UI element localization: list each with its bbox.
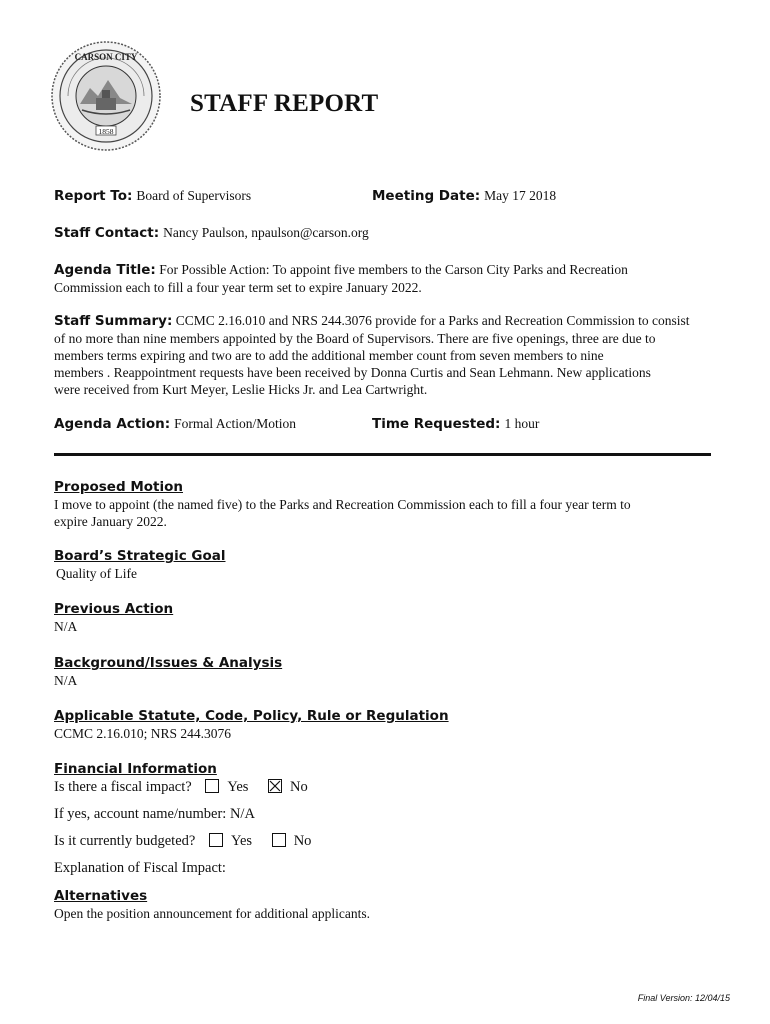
previous-action-heading: Previous Action [54, 601, 174, 617]
statute-section [54, 708, 719, 742]
agenda-action-label: Agenda Action: [54, 416, 171, 432]
agenda-title-line: For Possible Action: To appoint five members to the Carson City Parks and Recreation [159, 262, 628, 277]
staff-summary-label: Staff Summary: [54, 313, 173, 329]
report-to-value: Board of Supervisors [136, 188, 252, 203]
yes-label: Yes [230, 833, 253, 849]
background-heading: Background/Issues & Analysis [54, 655, 283, 671]
strategic-goal-text: Quality of Life [56, 566, 137, 581]
background-text: N/A [54, 673, 78, 688]
strategic-goal-section [54, 548, 719, 582]
staff-contact-value: Nancy Paulson, npaulson@carson.org [163, 225, 369, 240]
staff-summary-line: members . Reappointment requests have been received by Donna Curtis and Sean Lehmann. New applications [54, 365, 651, 380]
seal-year: 1858 [98, 127, 114, 136]
agenda-action-value: Formal Action/Motion [174, 416, 297, 431]
meeting-date-value: May 17 2018 [484, 188, 557, 203]
city-seal [50, 40, 162, 152]
financial-heading: Financial Information [54, 761, 217, 777]
staff-summary-block [54, 312, 719, 398]
agenda-title-line: Commission each to fill a four year term set to expire January 2022. [54, 280, 422, 295]
budgeted-yes-checkbox[interactable] [209, 833, 223, 847]
background-section [54, 655, 719, 689]
alternatives-heading: Alternatives [54, 888, 148, 904]
statute-text: CCMC 2.16.010; NRS 244.3076 [54, 726, 232, 741]
explanation-label: Explanation of Fiscal Impact: [54, 860, 226, 876]
agenda-title-block [54, 261, 719, 296]
budgeted-question: Is it currently budgeted? [54, 833, 196, 849]
time-requested-value: 1 hour [504, 416, 540, 431]
fiscal-impact-no-checkbox[interactable] [268, 779, 282, 793]
budgeted-no-checkbox[interactable] [272, 833, 286, 847]
no-label: No [293, 833, 312, 849]
divider [54, 453, 711, 456]
previous-action-text: N/A [54, 619, 78, 634]
proposed-motion-heading: Proposed Motion [54, 479, 183, 495]
fiscal-impact-row [54, 779, 719, 796]
proposed-motion-line: expire January 2022. [54, 514, 167, 529]
report-to-label: Report To: [54, 188, 133, 204]
fiscal-impact-yes-checkbox[interactable] [205, 779, 219, 793]
page-title: STAFF REPORT [190, 90, 379, 117]
previous-action-section [54, 601, 719, 635]
agenda-title-label: Agenda Title: [54, 262, 156, 278]
proposed-motion-line: I move to appoint (the named five) to the Parks and Recreation Commission each to fill a four year term to [54, 497, 631, 512]
staff-summary-line: members terms expiring and two are to add the additional member count from seven members to nine [54, 348, 604, 363]
alternatives-text: Open the position announcement for additional applicants. [54, 906, 371, 921]
report-to-row [54, 187, 251, 205]
no-label: No [290, 779, 308, 795]
budgeted-row [54, 833, 311, 850]
strategic-goal-heading: Board’s Strategic Goal [54, 548, 226, 564]
statute-heading: Applicable Statute, Code, Policy, Rule or Regulation [54, 708, 449, 724]
staff-summary-line: CCMC 2.16.010 and NRS 244.3076 provide for a Parks and Recreation Commission to consist [175, 313, 690, 328]
yes-label: Yes [227, 779, 249, 795]
staff-contact-row [54, 224, 369, 242]
time-requested-label: Time Requested: [372, 416, 501, 432]
meeting-date-row [372, 187, 556, 205]
version-footer: Final Version: 12/04/15 [637, 993, 730, 1003]
time-requested-row [372, 415, 539, 433]
proposed-motion-section [54, 479, 719, 530]
svg-text:CARSON CITY: CARSON CITY [74, 52, 138, 62]
staff-summary-line: were received from Kurt Meyer, Leslie Hicks Jr. and Lea Cartwright. [54, 382, 428, 397]
fiscal-impact-question: Is there a fiscal impact? [54, 779, 192, 795]
financial-section [54, 761, 719, 796]
account-line: If yes, account name/number: N/A [54, 806, 255, 822]
meeting-date-label: Meeting Date: [372, 188, 481, 204]
agenda-action-row [54, 415, 296, 433]
staff-contact-label: Staff Contact: [54, 225, 160, 241]
alternatives-section [54, 888, 719, 922]
staff-summary-line: of no more than nine members appointed by the Board of Supervisors. There are five openings, three are due to [54, 331, 656, 346]
